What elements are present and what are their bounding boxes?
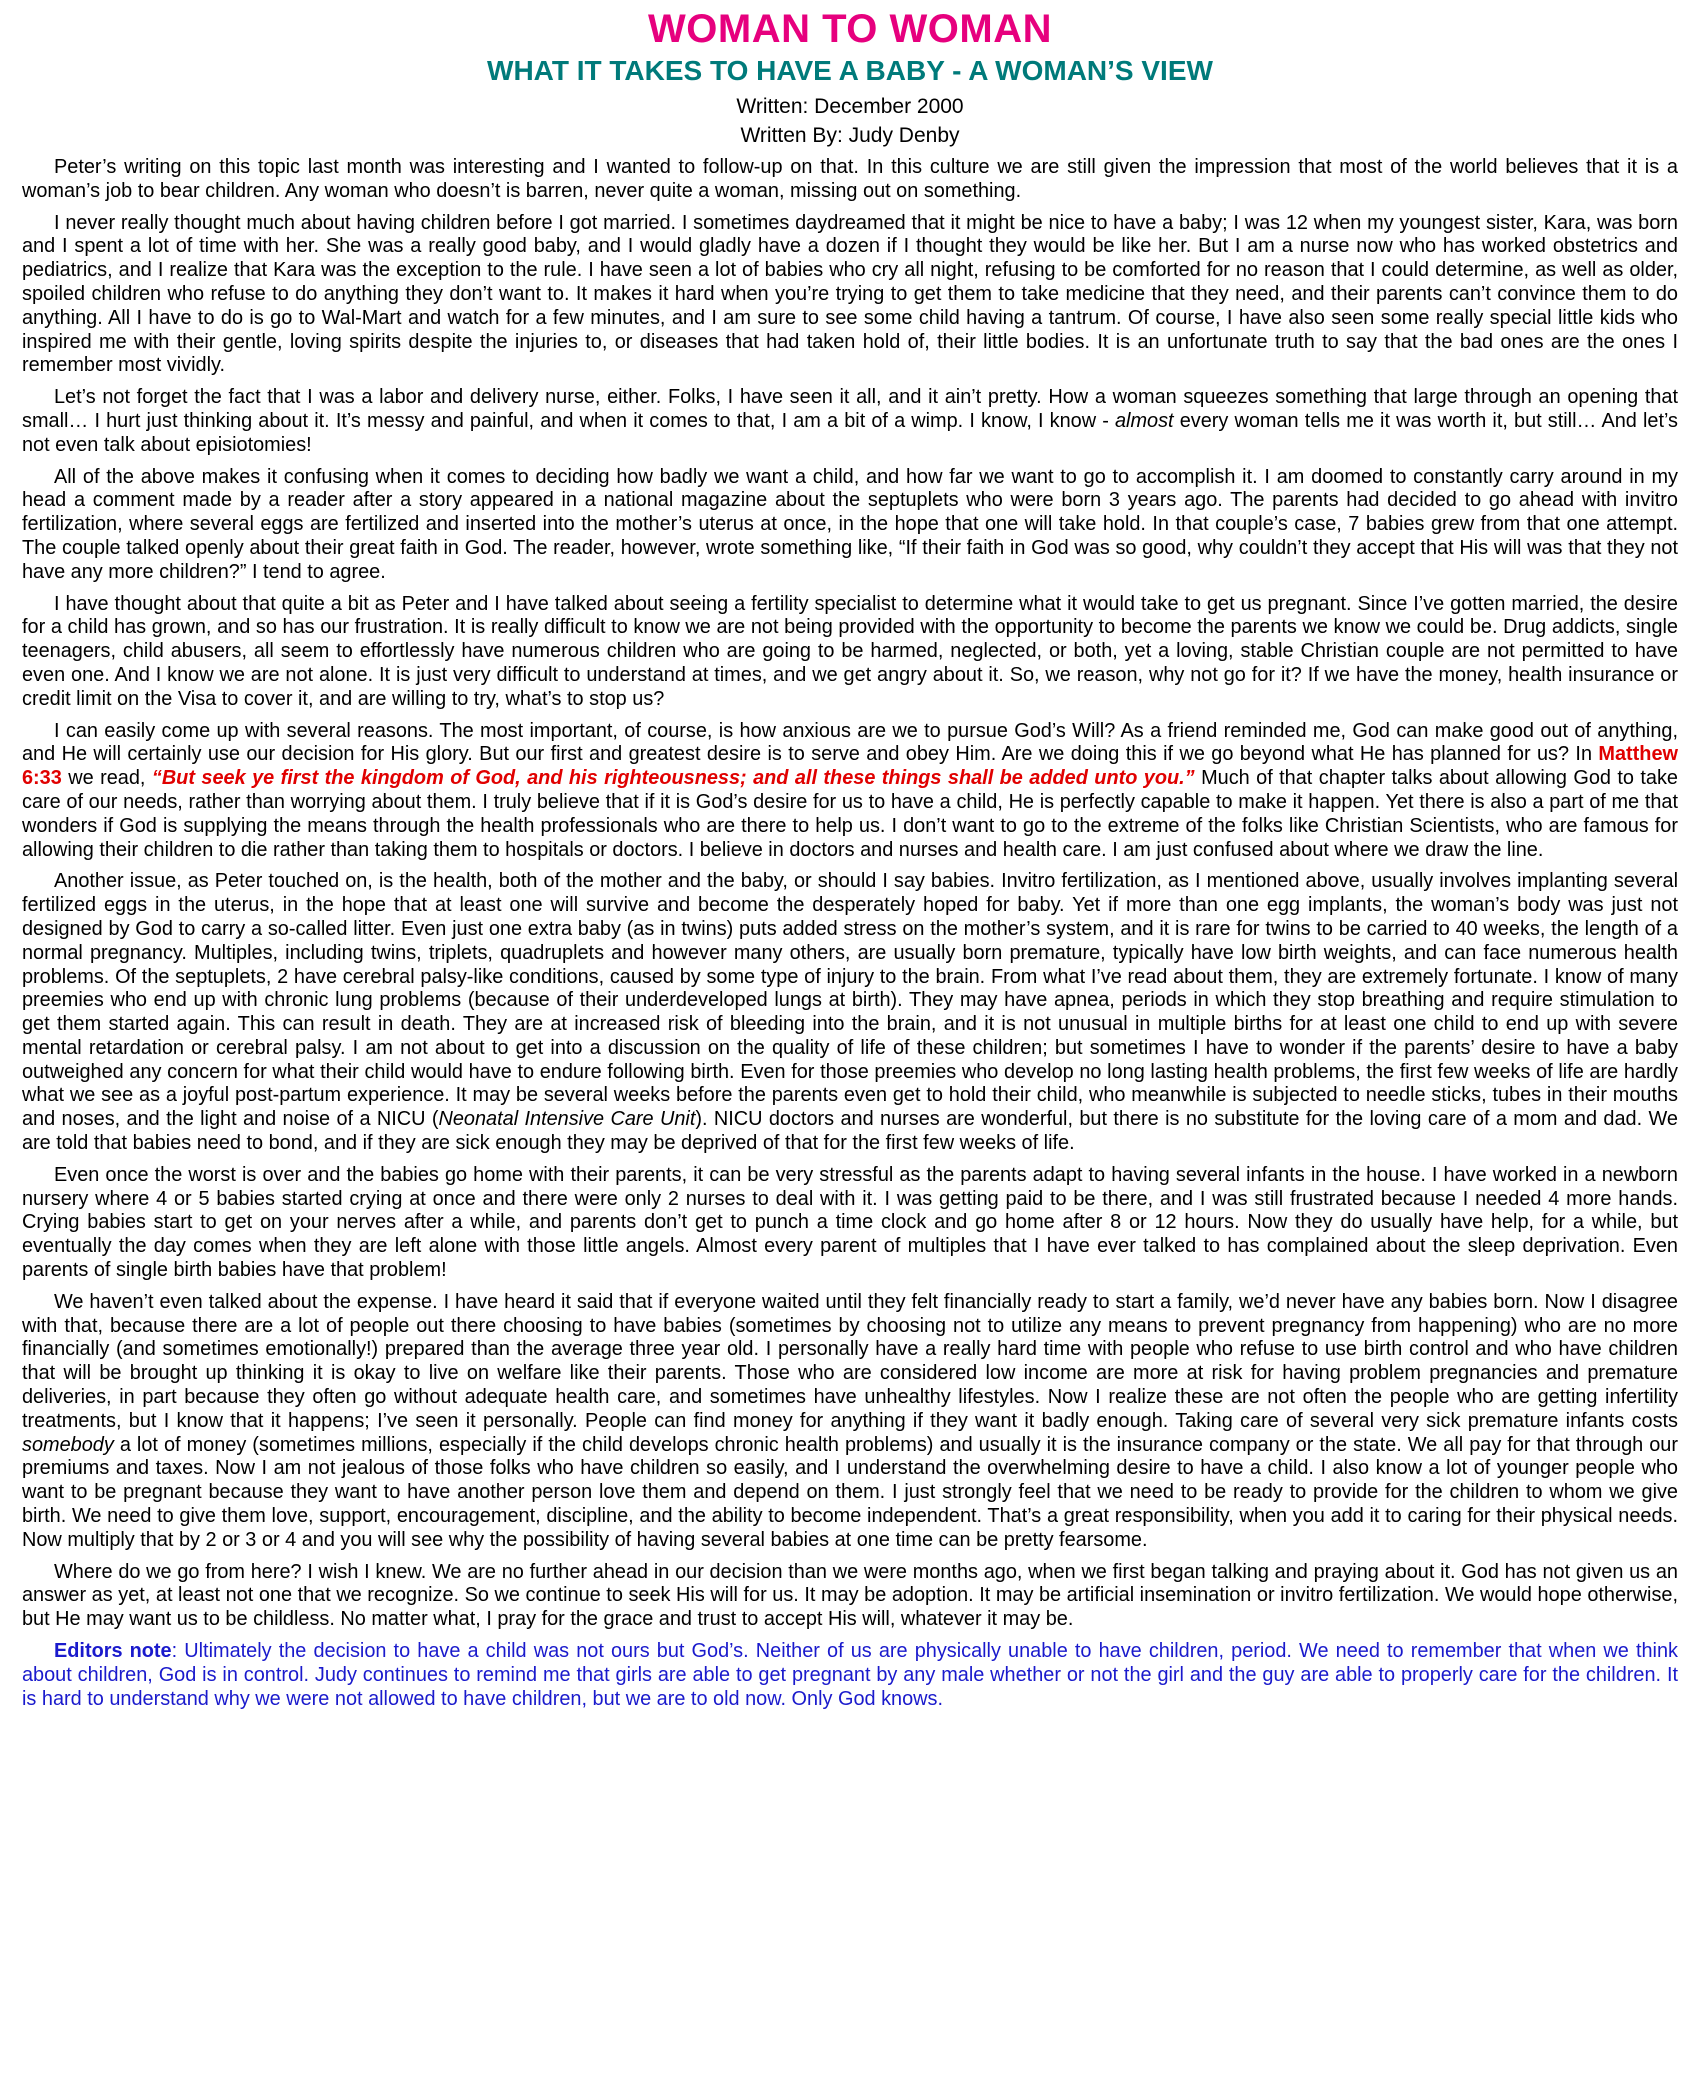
paragraph-3 bbox=[22, 386, 1678, 457]
paragraph-8 bbox=[22, 1164, 1678, 1283]
paragraph-10 bbox=[22, 1561, 1678, 1632]
paragraph-text: I never really thought much about having children before I got married. I sometimes daydreamed that it might be nice to have a baby; I was 12 when my youngest sister, Kara, was born and I spent a lot of time with her. She was a really good baby, and I would gladly have a dozen if I thought they would be like her. But I am a nurse now who has worked obstetrics and pediatrics, and I realize that Kara was the exception to the rule. I have seen a lot of babies who cry all night, refusing to be comforted for no reason that I could determine, as well as older, spoiled children who refuse to do anything they don’t want to. It makes it hard when you’re trying to get them to take medicine that they need, and their parents can’t convince them to do anything. All I have to do is go to Wal-Mart and watch for a few minutes, and I am sure to see some child having a tantrum. Of course, I have also seen some really special little kids who inspired me with their gentle, loving spirits despite the injuries to, or diseases that had taken hold of, their little bodies. It is an unfortunate truth to say that the bad ones are the ones I remember most vividly. bbox=[22, 211, 1678, 377]
emphasis-text: Neonatal Intensive Care Unit bbox=[438, 1108, 696, 1131]
written-date: Written: December 2000 bbox=[736, 95, 964, 118]
paragraph-1 bbox=[22, 156, 1678, 204]
paragraph-text: I have thought about that quite a bit as Peter and I have talked about seeing a fertility specialist to determine what it would take to get us pregnant. Since I’ve gotten married, the desire for a child has grown, and so has our frustration. It is really difficult to know we are not being provided with the opportunity to become the parents we know we could be. Drug addicts, single teenagers, child abusers, all seem to effortlessly have numerous children who are going to be harmed, neglected, or both, yet a loving, stable Christian couple are not permitted to have even one. And I know we are not alone. It is just very difficult to understand at times, and we get angry about it. So, we reason, why not go for it? If we have the money, health insurance or credit limit on the Visa to cover it, and are willing to try, what’s to stop us? bbox=[22, 592, 1678, 710]
paragraph-7 bbox=[22, 870, 1678, 1156]
paragraph-2 bbox=[22, 212, 1678, 379]
paragraph-text: Another issue, as Peter touched on, is the health, both of the mother and the baby, or should I say babies. Invitro fertilization, as I mentioned above, usually involves implanting several fertilized eggs in the uterus, in the hope that at least one will survive and become the desperately hoped for baby. Yet if more than one egg implants, the woman’s body was just not designed by God to carry a so-called litter. Even just one extra baby (as in twins) puts added stress on the mother’s system, and it is rare for twins to be carried to 40 weeks, the length of a normal pregnancy. Multiples, including twins, triplets, quadruplets and however many others, are usually born premature, typically have low birth weights, and can face numerous health problems. Of the septuplets, 2 have cerebral palsy-like conditions, caused by some type of injury to the brain. From what I’ve read about them, they are extremely fortunate. I know of many preemies who end up with chronic lung problems (because of their underdeveloped lungs at birth). They may have apnea, periods in which they stop breathing and require stimulation to get them started again. This can result in death. They are at increased risk of bleeding into the brain, and it is not unusual in multiple births for at least one child to end up with severe mental retardation or cerebral palsy. I am not about to get into a discussion on the quality of life of these children; but sometimes I have to wonder if the parents’ desire to have a baby outweighed any concern for what their child would have to endure following birth. Even for those preemies who develop no long lasting health problems, the first few weeks of life are hardly what we see as a joyful post-partum experience. It may be several weeks before the parents even get to hold their child, who meanwhile is subjected to needle sticks, tubes in their mouths and noses, and the light and noise of a NICU ( bbox=[22, 870, 1678, 1131]
paragraph-6 bbox=[22, 720, 1678, 863]
page-subtitle: WHAT IT TAKES TO HAVE A BABY - A WOMAN’S VIEW bbox=[487, 55, 1213, 86]
paragraph-text: Where do we go from here? I wish I knew. We are no further ahead in our decision than we were months ago, when we first began talking and praying about it. God has not given us an answer as yet, at least not one that we recognize. So we continue to seek His will for us. It may be adoption. It may be artificial insemination or invitro fertilization. We would hope otherwise, but He may want us to be childless. No matter what, I pray for the grace and trust to accept His will, whatever it may be. bbox=[22, 1560, 1678, 1631]
scripture-quote: “But seek ye first the kingdom of God, and his righteousness; and all these things shall be added unto you.” bbox=[151, 767, 1195, 790]
paragraph-text: we read, bbox=[61, 767, 152, 790]
paragraph-text: We haven’t even talked about the expense. I have heard it said that if everyone waited until they felt financially ready to start a family, we’d never have any babies born. Now I disagree with that, because there are a lot of people out there choosing to have babies (sometimes by choosing not to utilize any means to prevent pregnancy from happening) who are no more financially (and sometimes emotionally!) prepared than the average three year old. I personally have a really hard time with people who refuse to use birth control and who have children that will be brought up thinking it is okay to live on welfare like their parents. Those who are considered low income are more at risk for having problem pregnancies and premature deliveries, in part because they often go without adequate health care, and sometimes have unhealthy lifestyles. Now I realize these are not often the people who are getting infertility treatments, but I know that it happens; I’ve seen it personally. People can find money for anything if they want it badly enough. Taking care of several very sick premature infants costs bbox=[22, 1290, 1678, 1432]
paragraph-text: Let’s not forget the fact that I was a labor and delivery nurse, either. Folks, I have seen it all, and it ain’t pretty. How a woman squeezes something that large through an opening that small… I hurt just thinking about it. It’s messy and painful, and when it comes to that, I am a bit of a wimp. I know, I know - bbox=[22, 386, 1678, 432]
paragraph-5 bbox=[22, 593, 1678, 712]
paragraph-text: a lot of money (sometimes millions, especially if the child develops chronic health problems) and usually it is the insurance company or the state. We all pay for that through our premiums and taxes. Now I am not jealous of those folks who have children so easily, and I understand the overwhelming desire to have a child. I also know a lot of younger people who want to be pregnant because they want to have another person love them and depend on them. I just strongly feel that we need to be ready to provide for the children to whom we give birth. We need to give them love, support, encouragement, discipline, and the ability to become independent. That’s a great responsibility, when you add it to caring for their physical needs. Now multiply that by 2 or 3 or 4 and you will see why the possibility of having several babies at one time can be pretty fearsome. bbox=[22, 1433, 1678, 1551]
emphasis-text: almost bbox=[1115, 409, 1174, 432]
paragraph-text: All of the above makes it confusing when it comes to deciding how badly we want a child, and how far we want to go to accomplish it. I am doomed to constantly carry around in my head a comment made by a reader after a story appeared in a national magazine about the septuplets who were born 3 years ago. The parents had decided to go ahead with invitro fertilization, where several eggs are fertilized and inserted into the mother’s uterus at once, in the hope that one will take hold. In that couple’s case, 7 babies grew from that one attempt. The couple talked openly about their great faith in God. The reader, however, wrote something like, “If their faith in God was so good, why couldn’t they accept that His will was that they not have any more children?” I tend to agree. bbox=[22, 465, 1678, 583]
paragraph-9 bbox=[22, 1291, 1678, 1553]
editors-note-text: : Ultimately the decision to have a child was not ours but God’s. Neither of us are physically unable to have children, period. We need to remember that when we think about children, God is in control. Judy continues to remind me that girls are able to get pregnant by any male whether or not the girl and the guy are able to properly care for the children. It is hard to understand why we were not allowed to have children, but we are to old now. Only God knows. bbox=[22, 1640, 1678, 1710]
page-title: WOMAN TO WOMAN bbox=[648, 7, 1052, 51]
paragraph-text: I can easily come up with several reasons. The most important, of course, is how anxious are we to pursue God’s Will? As a friend reminded me, God can make good out of anything, and He will certainly use our decision for His glory. But our first and greatest desire is to serve and obey Him. Are we doing this if we go beyond what He has planned for us? In bbox=[22, 719, 1678, 766]
paragraph-text: Peter’s writing on this topic last month was interesting and I wanted to follow-up on that. In this culture we are still given the impression that most of the world believes that it is a woman’s job to bear children. Any woman who doesn’t is barren, never quite a woman, missing out on something. bbox=[22, 156, 1678, 202]
paragraph-text: Even once the worst is over and the babies go home with their parents, it can be very stressful as the parents adapt to having several infants in the house. I have worked in a newborn nursery where 4 or 5 babies started crying at once and there were only 2 nurses to deal with it. I was getting paid to be there, and I was still frustrated because I needed 4 more hands. Crying babies start to get on your nerves after a while, and parents don’t get to punch a time clock and go home after 8 or 12 hours. Now they do usually have help, for a while, but eventually the day comes when they are left alone with those little angels. Almost every parent of multiples that I have ever talked to has complained about the sleep deprivation. Even parents of single birth babies have that problem! bbox=[22, 1163, 1678, 1282]
article-page bbox=[22, 0, 1678, 1719]
editors-note bbox=[22, 1640, 1678, 1711]
article-body bbox=[22, 156, 1678, 1711]
scripture-reference: Matthew 6:33 bbox=[22, 743, 1678, 790]
paragraph-text: every woman tells me it was worth it, but still… And let’s not even talk about episiotomies! bbox=[22, 409, 1678, 456]
paragraph-text: ). NICU doctors and nurses are wonderful, but there is no substitute for the loving care of a mom and dad. We are told that babies need to bond, and if they are sick enough they may be deprived of that for the first few weeks of life. bbox=[22, 1108, 1678, 1155]
editors-note-label: Editors note bbox=[54, 1640, 172, 1663]
written-by: Written By: Judy Denby bbox=[740, 124, 960, 147]
paragraph-4 bbox=[22, 466, 1678, 585]
emphasis-text: somebody bbox=[22, 1433, 114, 1456]
paragraph-text: Much of that chapter talks about allowing God to take care of our needs, rather than worrying about them. I truly believe that if it is God’s desire for us to have a child, He is perfectly capable to make it happen. Yet there is also a part of me that wonders if God is supplying the means through the health professionals who are there to help us. I don’t want to go to the extreme of the folks like Christian Scientists, who are famous for allowing their children to die rather than taking them to hospitals or doctors. I believe in doctors and nurses and health care. I am just confused about where we draw the line. bbox=[22, 767, 1678, 861]
